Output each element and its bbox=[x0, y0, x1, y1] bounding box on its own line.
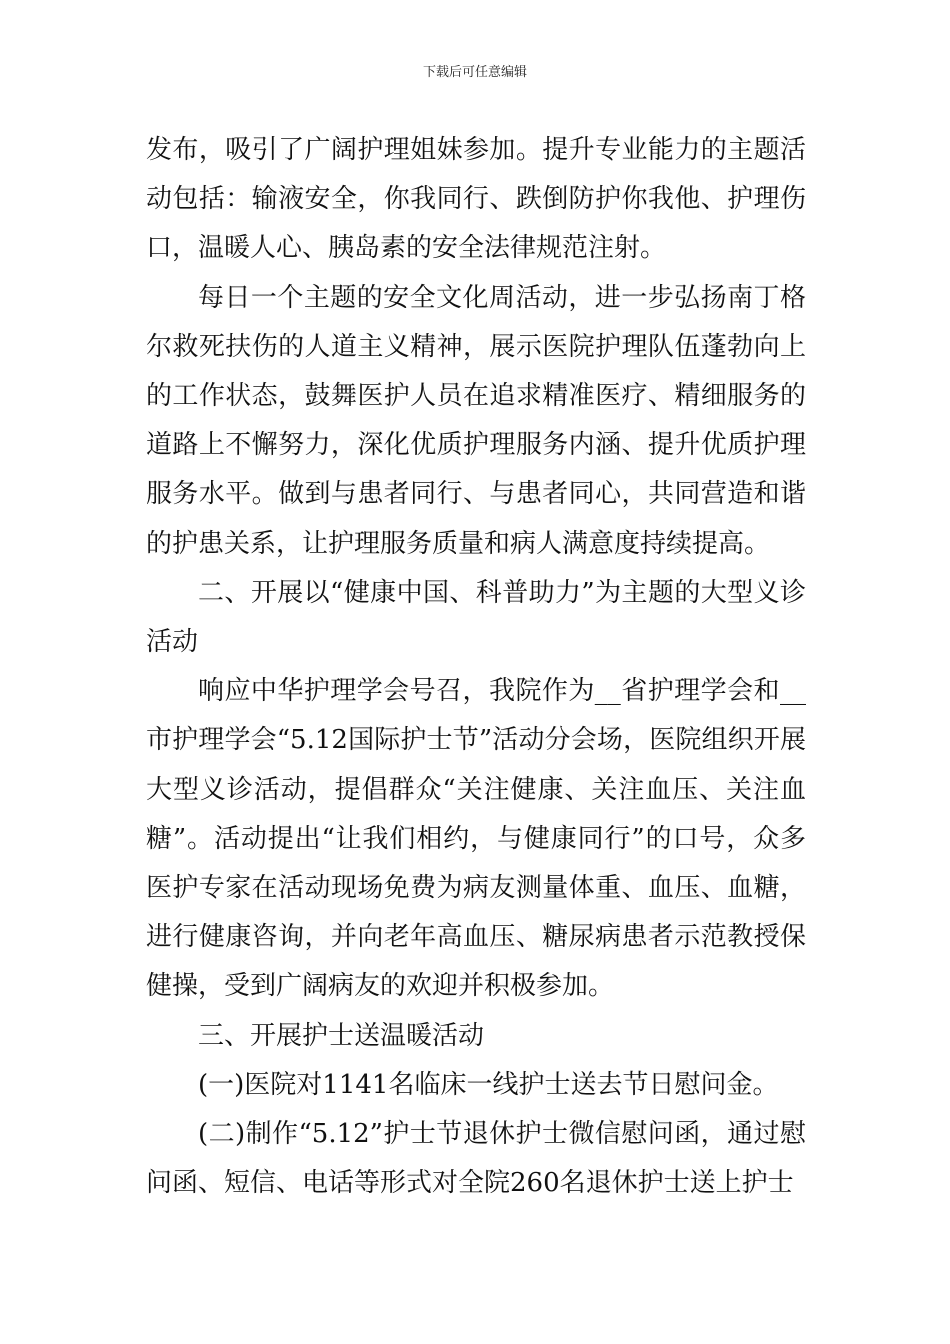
paragraph-safety-week: 每日一个主题的安全文化周活动，进一步弘扬南丁格尔救死扶伤的人道主义精神，展示医院护理队伍蓬勃向上的工作状态，鼓舞医护人员在追求精准医疗、精细服务的道路上不懈努力，深化优质护理服务内涵、提升优质护理服务水平。做到与患者同行、与患者同心，共同营造和谐的护患关系，让护理服务质量和病人满意度持续提高。 bbox=[146, 282, 806, 559]
list-item-one: (一)医院对1141名临床一线护士送去节日慰问金。 bbox=[198, 1069, 779, 1100]
section-heading-warmth: 三、开展护士送温暖活动 bbox=[198, 1020, 485, 1051]
list-item-two: (二)制作“5.12”护士节退休护士微信慰问函，通过慰问函、短信、电话等形式对全院260名退休护士送上护士 bbox=[146, 1119, 806, 1199]
paragraph-free-clinic: 响应中华护理学会号召，我院作为__省护理学会和__市护理学会“5.12国际护士节”活动分会场，医院组织开展大型义诊活动，提倡群众“关注健康、关注血压、关注血糖”。活动提出“让我们相约，与健康同行”的口号，众多医护专家在活动现场免费为病友测量体重、血压、血糖，进行健康咨询，并向老年高血压、糖尿病患者示范教授保健操，受到广阔病友的欢迎并积极参加。 bbox=[146, 676, 806, 1002]
document-body bbox=[146, 126, 806, 1208]
page-header: 下载后可任意编辑 bbox=[422, 65, 527, 80]
section-heading-free-clinic: 二、开展以“健康中国、科普助力”为主题的大型义诊活动 bbox=[146, 577, 806, 658]
paragraph-continuation: 发布，吸引了广阔护理姐妹参加。提升专业能力的主题活动包括：输液安全，你我同行、跌倒防护你我他、护理伤口，温暖人心、胰岛素的安全法律规范注射。 bbox=[146, 135, 806, 264]
